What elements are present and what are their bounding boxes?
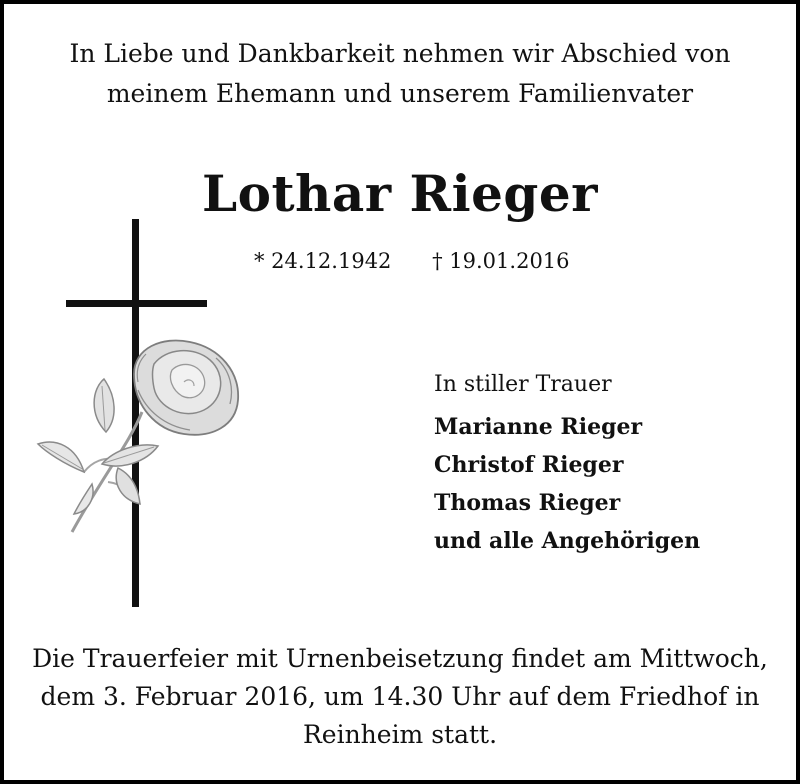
life-dates: [254, 246, 570, 276]
deceased-name: Lothar Rieger: [201, 164, 599, 223]
ceremony-text: [24, 640, 776, 754]
intro-line-2: meinem Ehemann und unserem Familienvater: [106, 79, 694, 108]
intro-text: [24, 34, 776, 114]
ceremony-line-1: Die Trauerfeier mit Urnenbeisetzung findet am Mittwoch,: [32, 644, 768, 673]
mourners-lead: In stiller Trauer: [434, 372, 612, 397]
mourner-name: und alle Angehörigen: [434, 528, 701, 554]
death-date: † 19.01.2016: [432, 249, 570, 273]
mourner-name: Marianne Rieger: [434, 414, 643, 440]
mourner-name: Thomas Rieger: [434, 490, 621, 516]
rose-icon: [34, 334, 249, 549]
ceremony-line-3: Reinheim statt.: [302, 720, 498, 749]
mourners-block: [434, 366, 700, 560]
birth-date: * 24.12.1942: [254, 249, 392, 273]
mourner-name: Christof Rieger: [434, 452, 624, 478]
cross-bar: [66, 300, 207, 307]
intro-line-1: In Liebe und Dankbarkeit nehmen wir Abschied von: [69, 39, 731, 68]
ceremony-line-2: dem 3. Februar 2016, um 14.30 Uhr auf dem Friedhof in: [40, 682, 760, 711]
